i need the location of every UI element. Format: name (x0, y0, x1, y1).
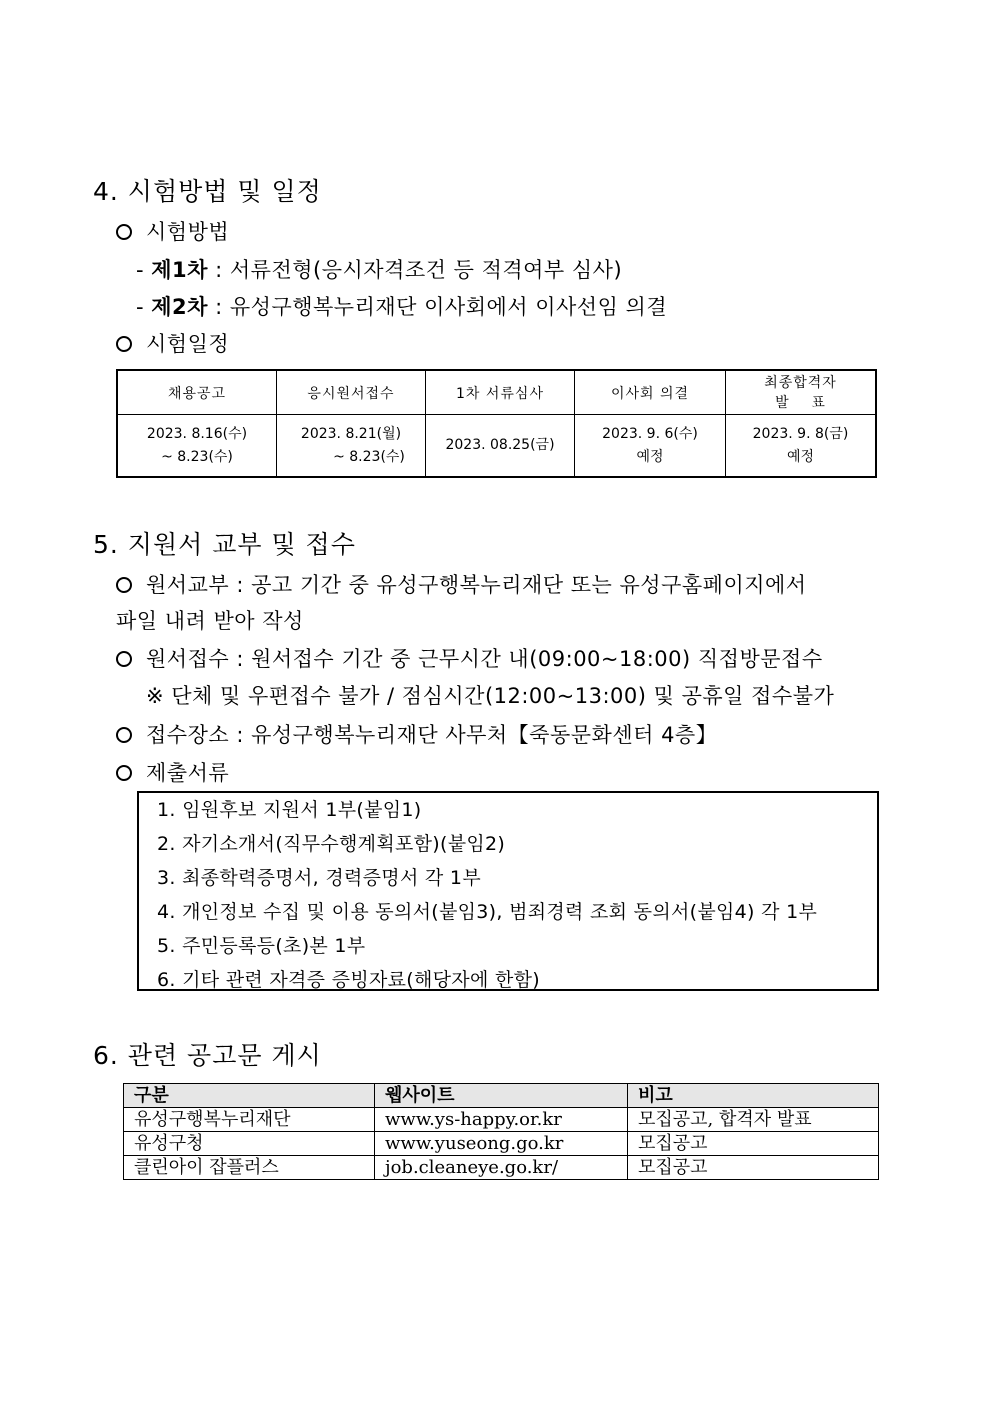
cell-line: 예정 (636, 448, 664, 465)
table-row (124, 1156, 879, 1180)
cell-line: 2023. 9. 6(수) (602, 425, 698, 442)
cell-line: ~ 8.23(수) (161, 448, 233, 465)
schedule-header-row (117, 370, 876, 415)
schedule-cell (277, 415, 426, 478)
sites-header: 구분 (124, 1084, 375, 1108)
schedule-header (726, 370, 877, 415)
cell-line: 2023. 08.25(금) (445, 437, 555, 453)
step2-line: - 제2차 : 유성구행복누리재단 이사회에서 이사선임 의결 (136, 295, 668, 319)
doc-item: 1. 임원후보 지원서 1부(붙임1) (157, 799, 422, 821)
step1-label: 제1차 (151, 258, 208, 282)
doc-item: 3. 최종학력증명서, 경력증명서 각 1부 (157, 867, 481, 889)
cell-line: 2023. 9. 8(금) (752, 425, 849, 442)
circle-bullet-icon (116, 336, 132, 352)
site-org: 유성구행복누리재단 (124, 1108, 375, 1132)
cell-line: 2023. 8.16(수) (146, 425, 248, 442)
site-url[interactable]: www.yuseong.go.kr (375, 1132, 628, 1156)
circle-bullet-icon (116, 727, 132, 743)
site-org: 클린아이 잡플러스 (124, 1156, 375, 1180)
cell-line: 2023. 8.21(월) (300, 425, 402, 442)
site-org: 유성구청 (124, 1132, 375, 1156)
doc-item: 4. 개인정보 수집 및 이용 동의서(붙임3), 범죄경력 조회 동의서(붙임4) 각 1부 (157, 901, 818, 923)
schedule-cell (575, 415, 726, 478)
issue-line2: 파일 내려 받아 작성 (116, 609, 304, 633)
doc-item: 5. 주민등록등(초)본 1부 (157, 935, 366, 957)
schedule-item (116, 328, 229, 358)
method-item (116, 216, 229, 246)
step1-line: - 제1차 : 서류전형(응시자격조건 등 적격여부 심사) (136, 258, 623, 282)
schedule-header: 1차 서류심사 (426, 370, 575, 415)
circle-bullet-icon (116, 577, 132, 593)
section4-title: 4. 시험방법 및 일정 (93, 177, 322, 206)
doc-item: 6. 기타 관련 자격증 증빙자료(해당자에 한함) (157, 969, 540, 991)
place-item (116, 719, 717, 749)
schedule-label: 시험일정 (146, 332, 230, 356)
step2-text: : 유성구행복누리재단 이사회에서 이사선임 의결 (207, 295, 668, 319)
table-row (124, 1132, 879, 1156)
circle-bullet-icon (116, 224, 132, 240)
table-row (124, 1108, 879, 1132)
site-note: 모집공고, 합격자 발표 (628, 1108, 879, 1132)
note-text: ※ 단체 및 우편접수 불가 / 점심시간(12:00~13:00) 및 공휴일 접수불가 (146, 684, 835, 708)
issue-item (116, 569, 807, 599)
issue-line1: 원서교부 : 공고 기간 중 유성구행복누리재단 또는 유성구홈페이지에서 (146, 573, 807, 597)
docs-box (137, 791, 879, 991)
schedule-data-row (117, 415, 876, 478)
docs-label: 제출서류 (146, 761, 230, 785)
step2-label: 제2차 (151, 295, 208, 319)
site-url[interactable]: job.cleaneye.go.kr/ (375, 1156, 628, 1180)
sites-table (123, 1083, 879, 1180)
circle-bullet-icon (116, 765, 132, 781)
section6-title: 6. 관련 공고문 게시 (93, 1041, 322, 1070)
sites-header: 웹사이트 (375, 1084, 628, 1108)
schedule-header: 채용공고 (117, 370, 277, 415)
site-note: 모집공고 (628, 1156, 879, 1180)
step1-text: : 서류전형(응시자격조건 등 적격여부 심사) (207, 258, 623, 282)
doc-item: 2. 자기소개서(직무수행계획포함)(붙임2) (157, 833, 506, 855)
circle-bullet-icon (116, 651, 132, 667)
sites-header: 비고 (628, 1084, 879, 1108)
receipt-text: 원서접수 : 원서접수 기간 중 근무시간 내(09:00~18:00) 직접방문접수 (146, 647, 823, 671)
site-note: 모집공고 (628, 1132, 879, 1156)
method-label: 시험방법 (146, 220, 230, 244)
site-url[interactable]: www.ys-happy.or.kr (375, 1108, 628, 1132)
sites-header-row (124, 1084, 879, 1108)
schedule-cell (726, 415, 877, 478)
section5-title: 5. 지원서 교부 및 접수 (93, 530, 356, 559)
cell-line: ~ 8.23(수) (333, 448, 405, 465)
schedule-cell (426, 415, 575, 478)
final-header-line2: 발 표 (775, 394, 826, 411)
final-header-line1: 최종합격자 (764, 374, 837, 391)
receipt-item (116, 643, 823, 673)
schedule-header: 응시원서접수 (277, 370, 426, 415)
place-text: 접수장소 : 유성구행복누리재단 사무처【죽동문화센터 4층】 (146, 723, 718, 747)
schedule-cell (117, 415, 277, 478)
schedule-header: 이사회 의결 (575, 370, 726, 415)
schedule-table (116, 369, 877, 478)
cell-line: 예정 (786, 448, 815, 465)
docs-item (116, 757, 229, 787)
